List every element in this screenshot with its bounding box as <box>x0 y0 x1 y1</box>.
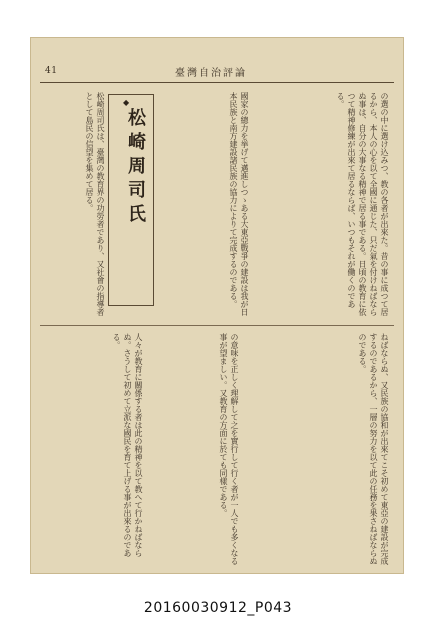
body-column-top-right: の選の中に選け込みつ、教の各者が出來た。昔の事に成つて居るから、本人の心を以て全國に通じた、只だ氣を付けねばならぬ事は、自分の大事なる精神で居る事である。日頃の教育に依つて精神修練が出來て居るならば、いつもそれが働くのである。 <box>336 92 389 316</box>
page-number: 41 <box>45 66 58 76</box>
body-column-bottom-left: 人々が教育に關係する者は此の精神を以て教へて行かねばならぬ。さうして初めて立派な國民を育て上げる事が出來るのである。 <box>112 333 143 557</box>
body-column-bottom-middle: の意味を正しく理解して之を實行して行く者が一人でも多くなる事が望ましい。又教育の方面に於ても同樣である。 <box>219 333 239 565</box>
body-column-top-left: 松崎周司氏は、臺灣の教育界の功勞者であり、又社會の指導者として島民の信望を集めて居る。 <box>85 92 105 316</box>
article-title: 松崎周司氏 <box>125 108 146 228</box>
catalog-caption: 20160030912_P043 <box>143 600 293 616</box>
title-marker: ◆ <box>123 98 130 107</box>
running-title: 臺灣自治評論 <box>175 68 247 79</box>
body-column-bottom-right: ねばならぬ、又民族の協和が出來てこそ初めて東亞の建設が完成するのであるから、一層の努力を以て此の任務を果さねばならぬのである。 <box>358 333 389 565</box>
header-rule <box>40 82 394 83</box>
section-divider <box>40 325 394 326</box>
body-column-top-middle: 國家の總力を挙げて邁進しつゝある大東亞戰爭の建設は我が日本民族と南方建設諸民族の協力によりて完成するのである。 <box>229 92 249 316</box>
